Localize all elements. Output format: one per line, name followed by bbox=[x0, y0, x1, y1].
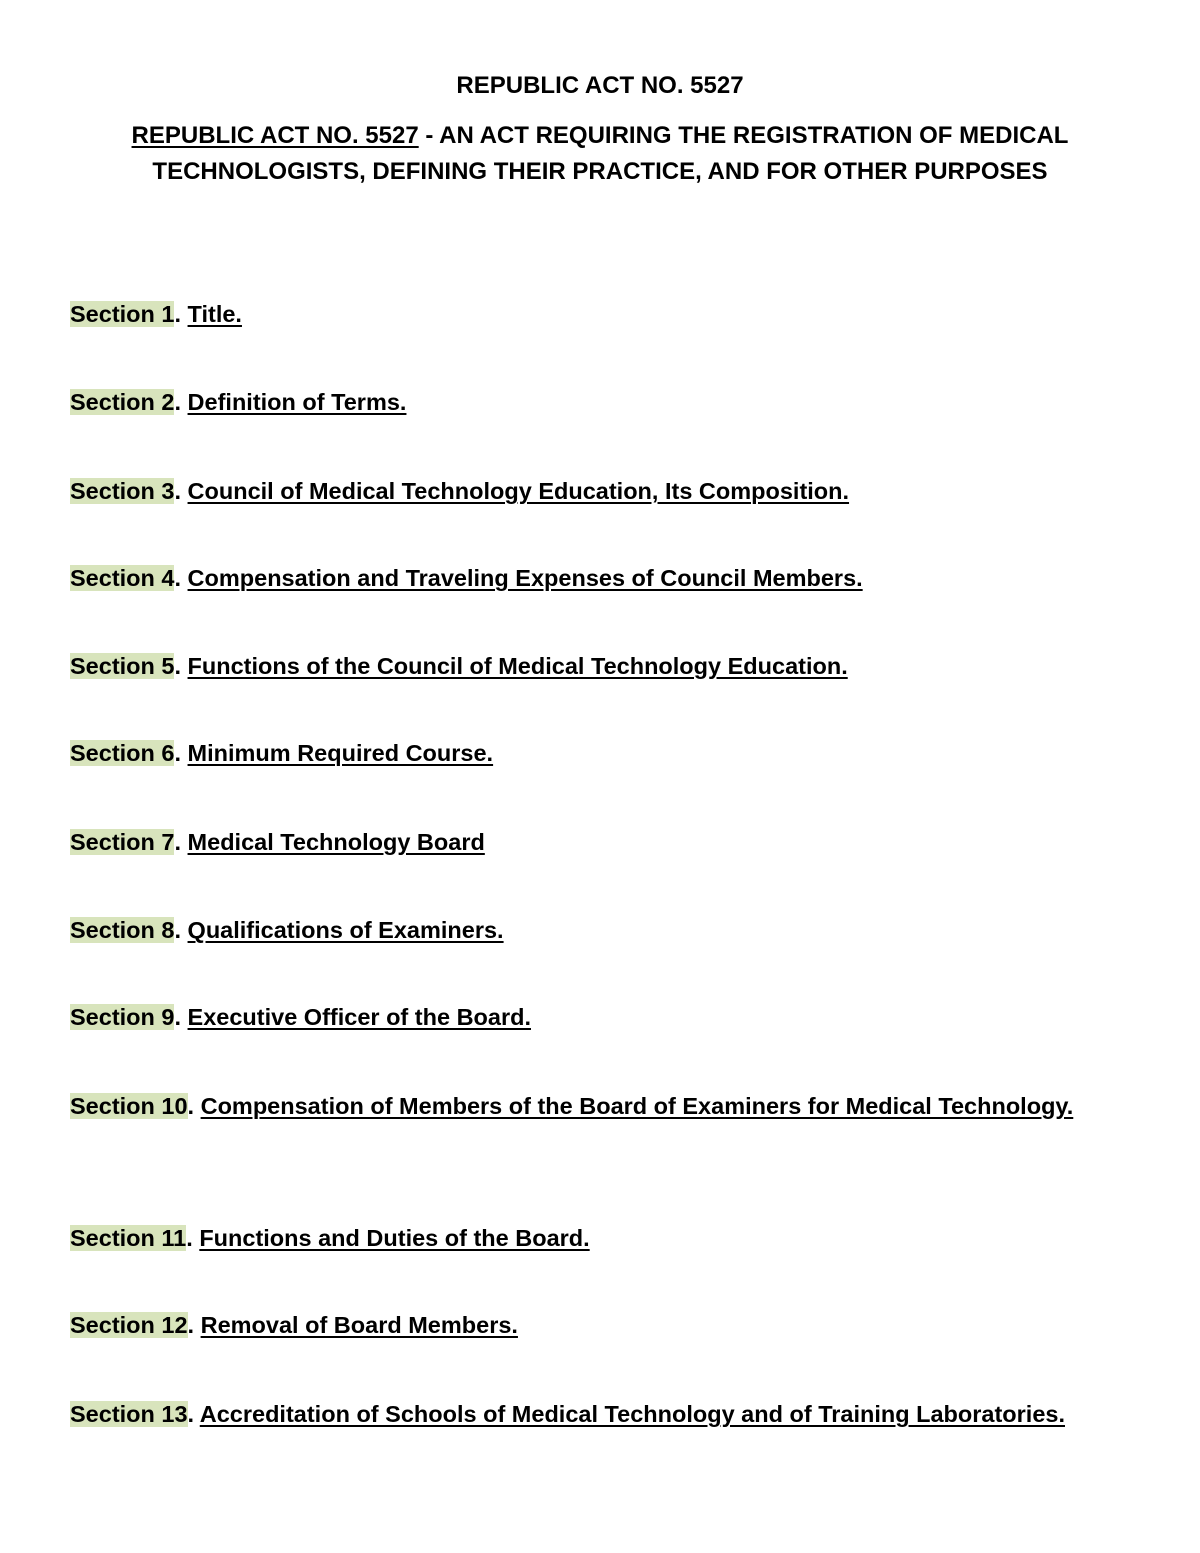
section-title-link[interactable]: Removal of Board Members. bbox=[200, 1312, 518, 1338]
section-item: Section 8. Qualifications of Examiners. bbox=[70, 917, 504, 943]
section-title-link[interactable]: Minimum Required Course. bbox=[187, 740, 494, 766]
section-item: Section 1. Title. bbox=[70, 301, 242, 327]
section-label: Section 4 bbox=[70, 565, 175, 591]
section-item: Section 7. Medical Technology Board bbox=[70, 829, 485, 855]
section-title-link[interactable]: Accreditation of Schools of Medical Technology and of Training Laboratories. bbox=[199, 1401, 1065, 1427]
section-title-link[interactable]: Compensation and Traveling Expenses of Council Members. bbox=[187, 565, 863, 591]
section-label: Section 3 bbox=[70, 478, 175, 504]
section-item: Section 13. Accreditation of Schools of Medical Technology and of Training Laboratories. bbox=[70, 1401, 1065, 1427]
section-item: Section 6. Minimum Required Course. bbox=[70, 740, 494, 766]
section-title-link[interactable]: Definition of Terms. bbox=[187, 389, 407, 415]
act-link[interactable]: REPUBLIC ACT NO. 5527 bbox=[131, 122, 419, 149]
section-title-link[interactable]: Medical Technology Board bbox=[187, 829, 485, 855]
section-label: Section 6 bbox=[70, 740, 175, 766]
section-item: Section 3. Council of Medical Technology Education, Its Composition. bbox=[70, 478, 850, 504]
section-label: Section 9 bbox=[70, 1004, 175, 1030]
section-label: Section 2 bbox=[70, 389, 175, 415]
act-description: - AN ACT REQUIRING THE REGISTRATION OF MEDICAL TECHNOLOGISTS, DEFINING THEIR PRACTICE, AND FOR OTHER PURPOSES bbox=[152, 122, 1069, 185]
section-label: Section 5 bbox=[70, 653, 175, 679]
section-item: Section 10. Compensation of Members of the Board of Examiners for Medical Technology. bbox=[70, 1093, 1074, 1119]
section-title-link[interactable]: Functions and Duties of the Board. bbox=[199, 1225, 590, 1251]
section-title-link[interactable]: Council of Medical Technology Education, Its Composition. bbox=[187, 478, 850, 504]
section-item: Section 11. Functions and Duties of the Board. bbox=[70, 1225, 590, 1251]
section-title-link[interactable]: Functions of the Council of Medical Technology Education. bbox=[187, 653, 848, 679]
section-label: Section 12 bbox=[70, 1312, 188, 1338]
section-label: Section 8 bbox=[70, 917, 175, 943]
section-label: Section 11 bbox=[70, 1225, 187, 1251]
document-title: REPUBLIC ACT NO. 5527 bbox=[456, 72, 744, 99]
section-item: Section 4. Compensation and Traveling Expenses of Council Members. bbox=[70, 565, 863, 591]
section-title-link[interactable]: Title. bbox=[187, 301, 242, 327]
section-item: Section 5. Functions of the Council of Medical Technology Education. bbox=[70, 653, 848, 679]
section-item: Section 12. Removal of Board Members. bbox=[70, 1312, 518, 1338]
section-item: Section 2. Definition of Terms. bbox=[70, 389, 407, 415]
section-item: Section 9. Executive Officer of the Board. bbox=[70, 1004, 531, 1030]
section-title-link[interactable]: Qualifications of Examiners. bbox=[187, 917, 504, 943]
section-label: Section 10 bbox=[70, 1093, 188, 1119]
section-label: Section 7 bbox=[70, 829, 175, 855]
document-subtitle bbox=[90, 118, 1110, 190]
section-label: Section 1 bbox=[70, 301, 175, 327]
section-title-link[interactable]: Executive Officer of the Board. bbox=[187, 1004, 531, 1030]
section-title-link[interactable]: Compensation of Members of the Board of Examiners for Medical Technology. bbox=[200, 1093, 1074, 1119]
section-label: Section 13 bbox=[70, 1401, 188, 1427]
